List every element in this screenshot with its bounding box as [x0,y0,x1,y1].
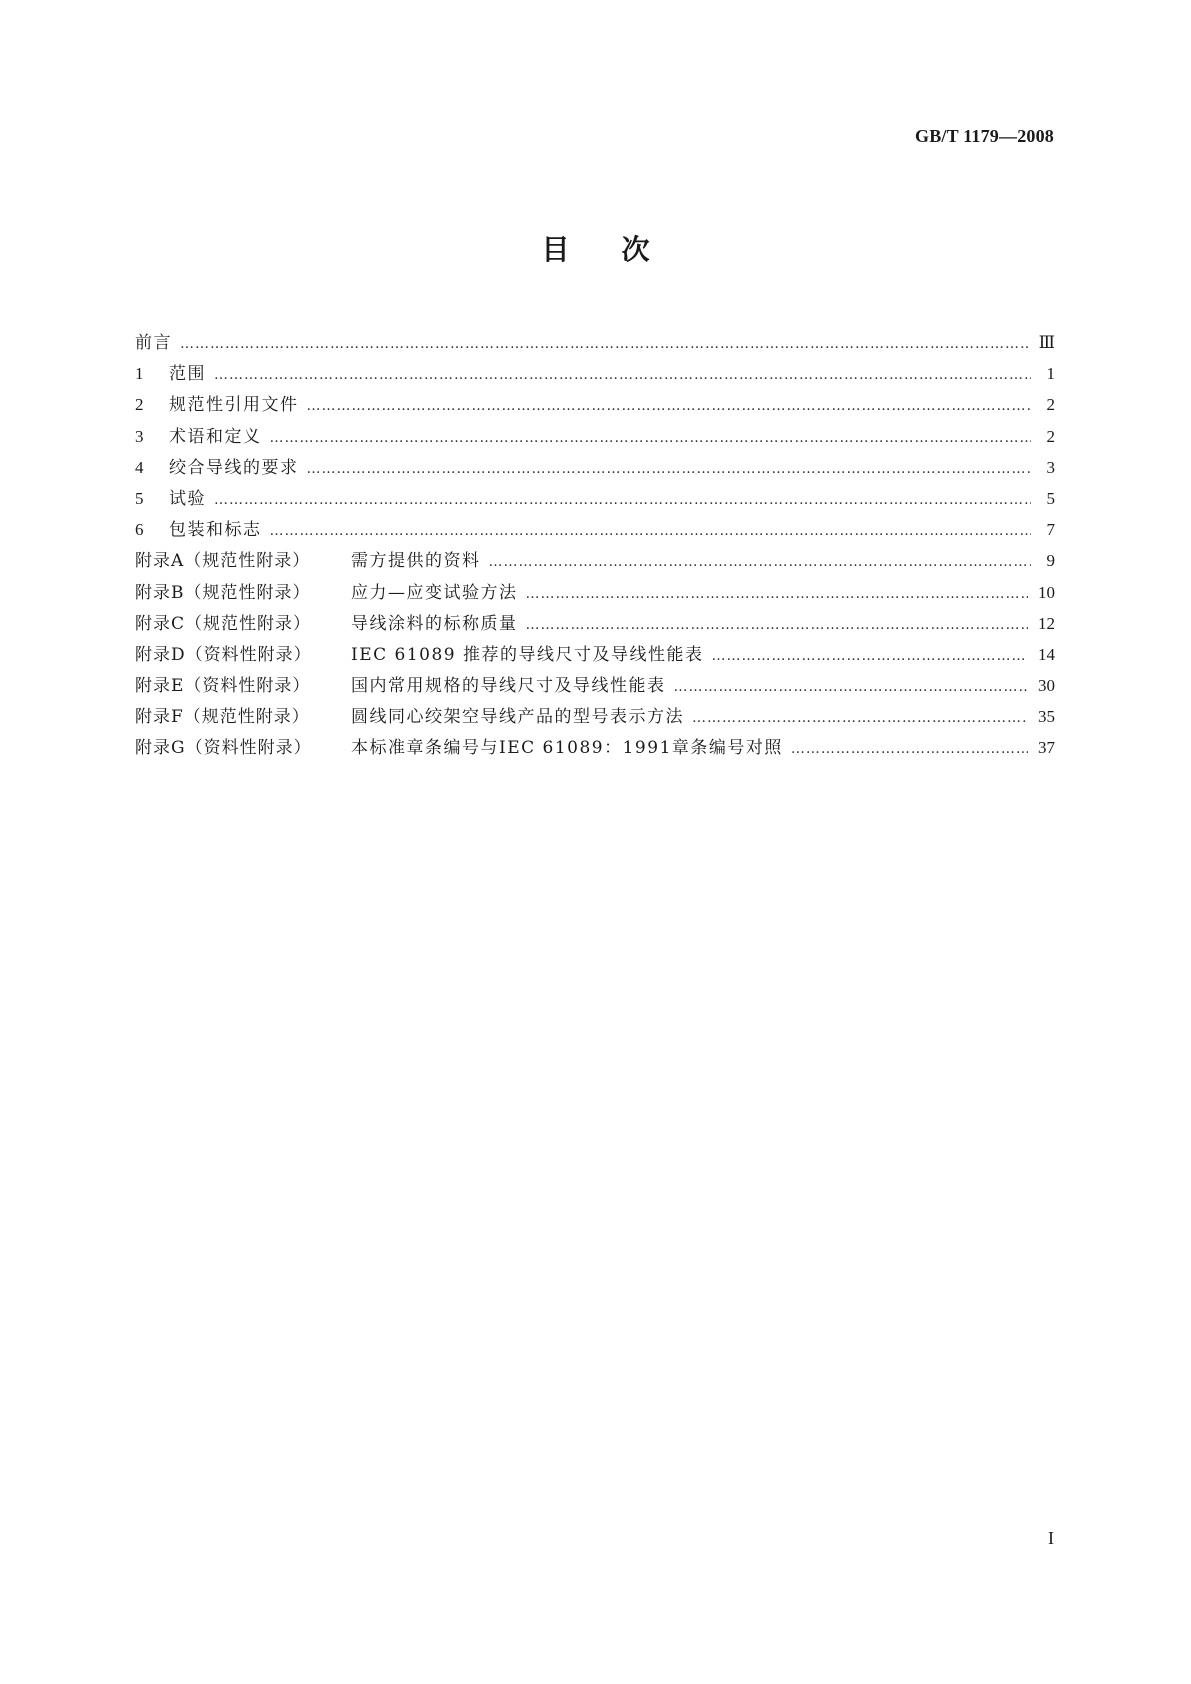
toc-dot-leader [214,360,1031,391]
toc-entry-packaging[interactable] [135,514,1055,545]
toc-appendix-prefix: 附录F（规范性附录） [135,707,310,728]
toc-entry-label: 规范性引用文件 [169,395,299,416]
table-of-contents [135,327,1055,764]
toc-entry-terms[interactable] [135,421,1055,452]
toc-dot-leader [270,516,1032,547]
standard-number: GB/T 1179—2008 [915,126,1054,146]
toc-dot-leader [270,423,1032,454]
toc-entry-label: 圆线同心绞架空导线产品的型号表示方法 [351,707,684,728]
toc-entry-appendix-f[interactable] [135,701,1055,732]
toc-entry-label: 术语和定义 [169,426,262,447]
toc-dot-leader [307,454,1032,485]
toc-entry-tests[interactable] [135,483,1055,514]
toc-entry-label: 导线涂料的标称质量 [351,613,518,634]
toc-page-number: 14 [1038,644,1055,664]
toc-dot-leader [526,579,1029,610]
toc-section-number: 6 [135,520,144,540]
toc-dot-leader [489,547,1032,578]
toc-page-number: 37 [1038,738,1055,758]
toc-section-number: 3 [135,426,144,446]
toc-entry-label: 试验 [169,488,206,509]
toc-entry-label: 绞合导线的要求 [169,457,299,478]
toc-page-number: 3 [1046,457,1055,477]
toc-entry-appendix-a[interactable] [135,545,1055,576]
toc-dot-leader [791,734,1028,765]
toc-page-number: 30 [1038,676,1055,696]
toc-appendix-prefix: 附录G（资料性附录） [135,738,312,759]
toc-appendix-prefix: 附录C（规范性附录） [135,613,312,634]
toc-entry-label: 包装和标志 [169,520,262,541]
toc-entry-label: 范围 [169,364,206,385]
toc-title: 目次 [541,233,702,266]
toc-page-number: 9 [1046,551,1055,571]
toc-entry-label: IEC 61089 推荐的导线尺寸及导线性能表 [351,644,704,665]
toc-page-number: 1 [1046,364,1055,384]
toc-section-number: 2 [135,395,144,415]
toc-entry-foreword[interactable] [135,327,1055,358]
toc-entry-label: 应力—应变试验方法 [351,582,518,603]
toc-entry-appendix-d[interactable] [135,639,1055,670]
toc-page-number: Ⅲ [1038,333,1055,352]
toc-dot-leader [692,703,1028,734]
toc-appendix-prefix: 附录B（规范性附录） [135,582,311,603]
toc-dot-leader [674,672,1029,703]
toc-page-number: 2 [1046,395,1055,415]
toc-section-number: 5 [135,488,144,508]
toc-page-number: 2 [1046,426,1055,446]
toc-page-number: 35 [1038,707,1055,727]
toc-dot-leader [307,391,1032,422]
toc-entry-appendix-g[interactable] [135,732,1055,763]
toc-page-number: 12 [1038,613,1055,633]
toc-appendix-prefix: 附录E（资料性附录） [135,676,311,697]
toc-entry-label: 国内常用规格的导线尺寸及导线性能表 [351,676,666,697]
toc-dot-leader [526,610,1029,641]
toc-entry-label: 需方提供的资料 [351,551,481,572]
toc-section-number: 4 [135,457,144,477]
toc-page-number: 10 [1038,582,1055,602]
toc-appendix-prefix: 附录D（资料性附录） [135,644,312,665]
page-folio: I [1048,1528,1054,1548]
toc-dot-leader [712,641,1028,672]
toc-entry-normative-references[interactable] [135,389,1055,420]
toc-appendix-prefix: 附录A（规范性附录） [135,551,311,572]
toc-entry-label: 本标准章条编号与IEC 61089：1991章条编号对照 [351,738,783,759]
toc-entry-requirements[interactable] [135,452,1055,483]
toc-entry-appendix-e[interactable] [135,670,1055,701]
toc-dot-leader [214,485,1031,516]
toc-entry-label: 前言 [135,333,172,353]
toc-entry-appendix-c[interactable] [135,608,1055,639]
toc-section-number: 1 [135,364,144,384]
toc-dot-leader [180,329,1029,360]
toc-page-number: 5 [1046,488,1055,508]
toc-entry-scope[interactable] [135,358,1055,389]
toc-page-number: 7 [1046,520,1055,540]
toc-entry-appendix-b[interactable] [135,577,1055,608]
